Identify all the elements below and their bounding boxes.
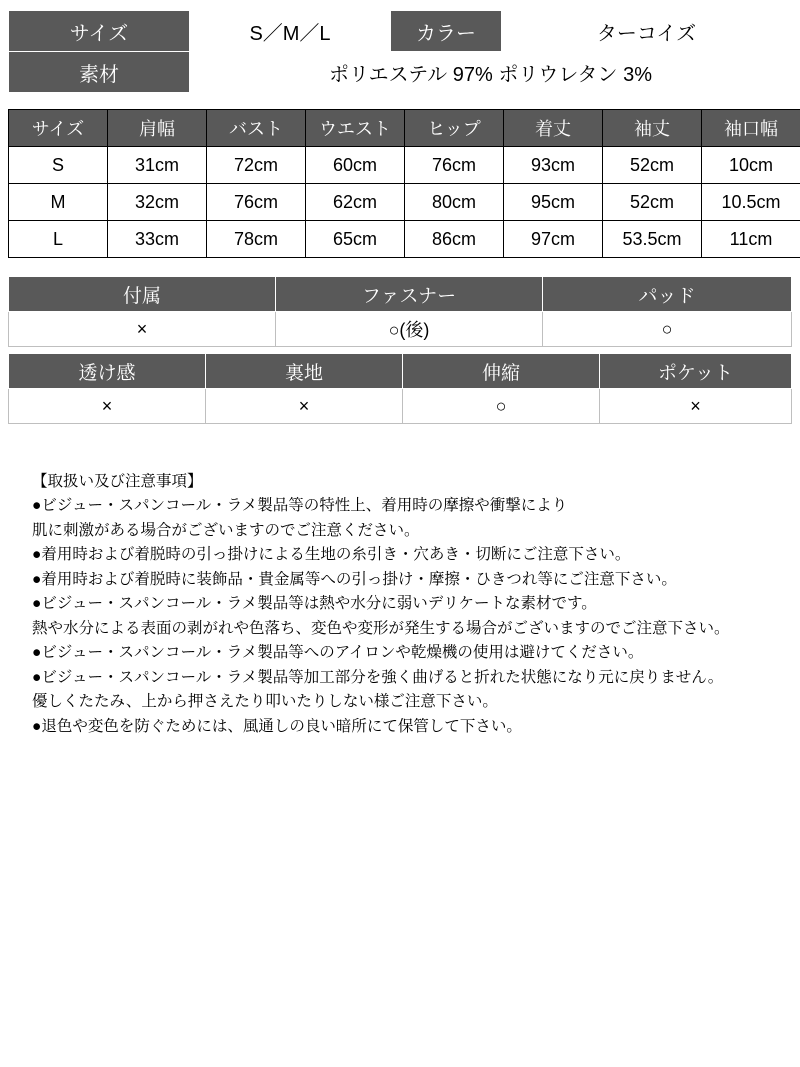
- care-note-line: ●ビジュー・スパンコール・ラメ製品等は熱や水分に弱いデリケートな素材です。: [32, 595, 597, 613]
- meas-cell: 33cm: [108, 221, 207, 258]
- spec-label-color: カラー: [391, 11, 502, 52]
- meas-cell: 93cm: [504, 147, 603, 184]
- attr-value-zipper: ○(後): [276, 312, 543, 347]
- meas-cell: 65cm: [306, 221, 405, 258]
- spec-label-size: サイズ: [9, 11, 190, 52]
- meas-cell: 10cm: [702, 147, 800, 184]
- meas-cell: 10.5cm: [702, 184, 800, 221]
- table-header-row: [9, 354, 792, 389]
- attr-header-pad: パッド: [543, 277, 792, 312]
- meas-col-length: 着丈: [504, 110, 603, 147]
- meas-col-size: サイズ: [9, 110, 108, 147]
- care-note-line: ●ビジュー・スパンコール・ラメ製品等加工部分を強く曲げると折れた状態になり元に戻りません。: [32, 668, 724, 686]
- attr-value-sheerness: ×: [9, 389, 206, 424]
- meas-cell: 62cm: [306, 184, 405, 221]
- table-row: [9, 389, 792, 424]
- attribute-table-accessories: [8, 276, 792, 347]
- table-header-row: [9, 110, 800, 147]
- meas-col-waist: ウエスト: [306, 110, 405, 147]
- attr-header-lining: 裏地: [206, 354, 403, 389]
- attr-header-zipper: ファスナー: [276, 277, 543, 312]
- care-note-line: ●着用時および着脱時の引っ掛けによる生地の糸引き・穴あき・切断にご注意下さい。: [32, 546, 631, 564]
- meas-cell: 11cm: [702, 221, 800, 258]
- spec-value-color: ターコイズ: [502, 11, 792, 52]
- care-note-line: ●着用時および着脱時に装飾品・貴金属等への引っ掛け・摩擦・ひきつれ等にご注意下さい。: [32, 570, 677, 588]
- meas-col-shoulder: 肩幅: [108, 110, 207, 147]
- meas-cell: 97cm: [504, 221, 603, 258]
- table-row: [9, 312, 792, 347]
- meas-col-cuff: 袖口幅: [702, 110, 800, 147]
- care-notes-title: 【取扱い及び注意事項】: [32, 473, 203, 490]
- meas-cell: 32cm: [108, 184, 207, 221]
- care-note-line: ●ビジュー・スパンコール・ラメ製品等へのアイロンや乾燥機の使用は避けてください。: [32, 644, 644, 662]
- meas-cell: S: [9, 147, 108, 184]
- care-note-line: ●退色や変色を防ぐためには、風通しの良い暗所にて保管して下さい。: [32, 717, 522, 735]
- attr-value-pad: ○: [543, 312, 792, 347]
- table-row: [9, 184, 800, 221]
- care-note-line: 肌に刺激がある場合がございますのでご注意ください。: [32, 521, 420, 539]
- spec-label-material: 素材: [9, 52, 190, 93]
- attr-header-accessory: 付属: [9, 277, 276, 312]
- meas-cell: 53.5cm: [603, 221, 702, 258]
- spec-table: [8, 10, 792, 93]
- meas-cell: L: [9, 221, 108, 258]
- meas-cell: 86cm: [405, 221, 504, 258]
- meas-cell: 72cm: [207, 147, 306, 184]
- table-row: [9, 52, 792, 93]
- meas-cell: 76cm: [405, 147, 504, 184]
- care-notes: [8, 470, 792, 739]
- attr-header-stretch: 伸縮: [403, 354, 600, 389]
- attr-value-pocket: ×: [600, 389, 792, 424]
- attr-value-accessory: ×: [9, 312, 276, 347]
- meas-col-bust: バスト: [207, 110, 306, 147]
- attr-header-sheerness: 透け感: [9, 354, 206, 389]
- attr-header-pocket: ポケット: [600, 354, 792, 389]
- care-note-line: 優しくたたみ、上から押さえたり叩いたりしない様ご注意下さい。: [32, 693, 498, 711]
- spec-value-material: ポリエステル 97% ポリウレタン 3%: [190, 52, 792, 93]
- meas-cell: 95cm: [504, 184, 603, 221]
- meas-cell: 80cm: [405, 184, 504, 221]
- attr-value-lining: ×: [206, 389, 403, 424]
- meas-cell: 31cm: [108, 147, 207, 184]
- table-row: [9, 147, 800, 184]
- meas-col-sleeve: 袖丈: [603, 110, 702, 147]
- meas-cell: 78cm: [207, 221, 306, 258]
- table-row: [9, 11, 792, 52]
- meas-cell: 60cm: [306, 147, 405, 184]
- table-row: [9, 221, 800, 258]
- meas-col-hip: ヒップ: [405, 110, 504, 147]
- care-note-line: ●ビジュー・スパンコール・ラメ製品等の特性上、着用時の摩擦や衝撃により: [32, 497, 568, 515]
- attr-value-stretch: ○: [403, 389, 600, 424]
- care-note-line: 熱や水分による表面の剥がれや色落ち、変色や変形が発生する場合がございますのでご注意下さい。: [32, 619, 730, 637]
- meas-cell: 76cm: [207, 184, 306, 221]
- meas-cell: 52cm: [603, 147, 702, 184]
- meas-cell: M: [9, 184, 108, 221]
- measurement-table: [8, 109, 800, 258]
- attribute-table-properties: [8, 353, 792, 424]
- table-header-row: [9, 277, 792, 312]
- spec-value-size: S／M／L: [190, 11, 391, 52]
- meas-cell: 52cm: [603, 184, 702, 221]
